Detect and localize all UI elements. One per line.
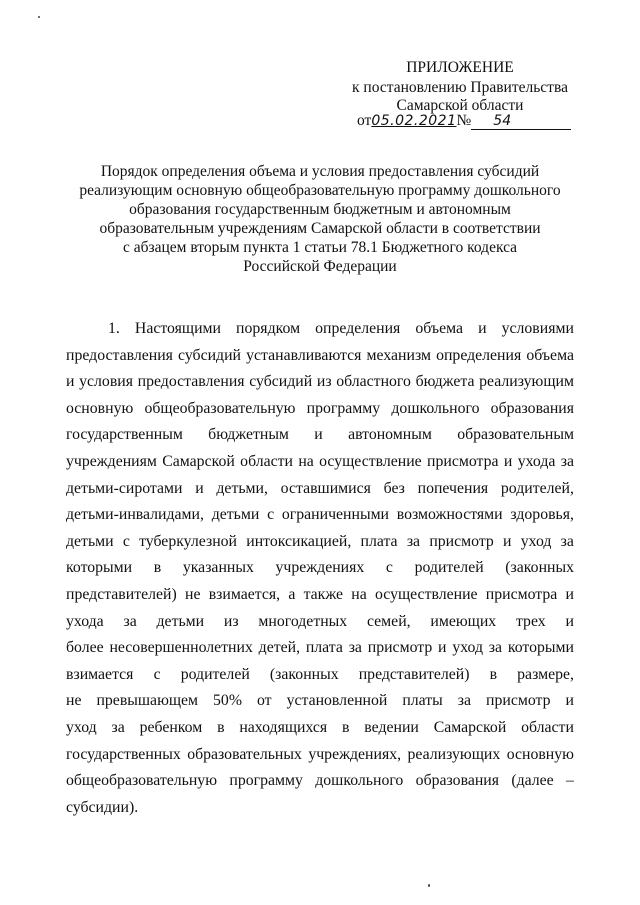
word: общеобразовательную bbox=[144, 399, 296, 417]
word: образования bbox=[415, 772, 499, 790]
word: присмотр bbox=[429, 532, 494, 550]
word: на bbox=[298, 452, 314, 470]
word: многодетных bbox=[258, 612, 348, 630]
word: из bbox=[316, 373, 332, 391]
word: условиями bbox=[501, 320, 574, 337]
word: более bbox=[66, 639, 104, 657]
word: размере, bbox=[517, 665, 574, 683]
word: оставшимися bbox=[280, 479, 371, 497]
word: детьми bbox=[211, 506, 260, 524]
word: государственным bbox=[66, 426, 183, 444]
appendix-line-1: к постановлению Правительства bbox=[352, 79, 568, 96]
body-line bbox=[66, 582, 574, 609]
word: с bbox=[267, 506, 275, 524]
word: детьми, bbox=[216, 479, 268, 497]
word: за bbox=[488, 639, 503, 657]
word: установленной bbox=[286, 692, 388, 710]
word: за bbox=[457, 692, 472, 710]
word: основную bbox=[66, 399, 134, 417]
word: указанных bbox=[182, 559, 254, 577]
word: родителей bbox=[180, 665, 250, 683]
body-line bbox=[66, 396, 574, 423]
word: и bbox=[478, 320, 487, 337]
word: (законных bbox=[269, 665, 339, 683]
word: присмотра bbox=[485, 585, 558, 603]
word: области bbox=[240, 452, 293, 470]
word: в bbox=[153, 559, 162, 577]
word: субсидий bbox=[178, 346, 241, 364]
body-line bbox=[66, 422, 574, 449]
date-number-line bbox=[357, 112, 571, 130]
word: определения bbox=[436, 346, 522, 364]
word: присмотр bbox=[367, 639, 433, 657]
word: предоставления bbox=[66, 346, 173, 364]
word: реализующих bbox=[407, 745, 501, 763]
body-line bbox=[66, 768, 574, 795]
word: также bbox=[303, 585, 344, 603]
word: за bbox=[123, 612, 137, 630]
body-line bbox=[66, 555, 574, 582]
word: ограниченными bbox=[281, 506, 390, 524]
word: из bbox=[223, 612, 239, 630]
body-line bbox=[66, 609, 574, 636]
body-line bbox=[66, 715, 574, 742]
word: находящихся bbox=[239, 718, 328, 736]
word: за bbox=[560, 532, 574, 550]
body-line bbox=[66, 343, 574, 370]
body-line bbox=[66, 316, 574, 343]
word: не bbox=[184, 585, 201, 603]
word: уход bbox=[452, 639, 483, 657]
word: и bbox=[503, 452, 513, 470]
word: объема bbox=[415, 320, 463, 337]
paragraph-1 bbox=[66, 316, 574, 821]
word: за bbox=[348, 639, 362, 657]
word: и bbox=[565, 585, 574, 603]
word: областного bbox=[336, 373, 411, 391]
word: превышающем bbox=[96, 692, 199, 710]
word: за bbox=[111, 718, 125, 736]
word: детьми bbox=[66, 532, 114, 550]
word: Настоящими bbox=[134, 320, 221, 337]
title-line: образовательным учреждениям Самарской области в соответствии bbox=[99, 220, 541, 237]
word: попечения bbox=[417, 479, 489, 497]
word: в bbox=[217, 718, 225, 736]
word: объема bbox=[526, 346, 574, 364]
word: автономным bbox=[348, 426, 432, 444]
word: от bbox=[256, 692, 272, 710]
title-line: образования государственным бюджетным и автономным bbox=[129, 201, 511, 218]
word: с bbox=[153, 665, 161, 683]
title-line: Порядок определения объема и условия предоставления субсидий bbox=[100, 163, 540, 180]
word: образовательным bbox=[457, 426, 574, 444]
body-line bbox=[66, 476, 574, 503]
word: не bbox=[66, 692, 82, 710]
body-line bbox=[66, 795, 574, 822]
word: (законных bbox=[505, 559, 574, 577]
word: взимается bbox=[66, 665, 134, 683]
word: (далее bbox=[511, 772, 554, 790]
word: без bbox=[383, 479, 405, 497]
word: осуществление bbox=[319, 452, 422, 470]
word: трех bbox=[515, 612, 546, 630]
word: плата bbox=[305, 639, 343, 657]
word: дошкольного bbox=[391, 399, 480, 417]
body-line bbox=[66, 635, 574, 662]
word: с bbox=[122, 532, 130, 550]
word: государственных bbox=[66, 745, 181, 763]
word: семей, bbox=[366, 612, 411, 630]
word: которыми bbox=[507, 639, 574, 657]
scan-speck bbox=[428, 884, 430, 887]
title-line: реализующим основную общеобразовательную программу дошкольного bbox=[79, 182, 561, 199]
word: осуществление bbox=[375, 585, 478, 603]
handwritten-date: 05.02.2021 bbox=[371, 113, 457, 129]
word: образовательных bbox=[187, 745, 302, 763]
word: детьми-инвалидами, bbox=[66, 506, 204, 524]
word: субсидии). bbox=[66, 798, 143, 816]
word: бюджета bbox=[415, 373, 475, 391]
date-prefix: от bbox=[357, 112, 372, 129]
word: устанавливаются bbox=[246, 346, 362, 364]
word: уход bbox=[66, 718, 97, 736]
word: туберкулезной bbox=[139, 532, 238, 550]
word: с bbox=[385, 559, 393, 577]
word: и bbox=[195, 479, 204, 497]
word: в bbox=[489, 665, 498, 683]
body-line bbox=[66, 688, 574, 715]
body-line bbox=[66, 529, 574, 556]
word: механизм bbox=[366, 346, 431, 364]
word: присмотра bbox=[427, 452, 499, 470]
handwritten-number: 54 bbox=[471, 113, 571, 130]
body-line bbox=[66, 502, 574, 529]
word: ведении bbox=[364, 718, 419, 736]
word: в bbox=[342, 718, 350, 736]
word: а bbox=[288, 585, 296, 603]
word: детьми-сиротами bbox=[66, 479, 183, 497]
word: условия bbox=[79, 373, 133, 391]
word: основную bbox=[506, 745, 574, 763]
word: детей, bbox=[258, 639, 301, 657]
word: уход bbox=[520, 532, 552, 550]
word: – bbox=[566, 772, 574, 790]
word: порядком bbox=[236, 320, 301, 337]
appendix-heading: ПРИЛОЖЕНИЕ bbox=[406, 59, 514, 76]
word: за bbox=[406, 532, 421, 550]
word: которыми bbox=[66, 559, 133, 577]
word: платы bbox=[402, 692, 443, 710]
word: программу bbox=[229, 772, 303, 790]
word: плата bbox=[360, 532, 398, 550]
word: интоксикацией, bbox=[246, 532, 352, 550]
body-line bbox=[66, 449, 574, 476]
word: родителей, bbox=[500, 479, 574, 497]
word: детьми bbox=[156, 612, 205, 630]
word: на bbox=[351, 585, 367, 603]
word: общеобразовательную bbox=[66, 772, 218, 790]
word: программу bbox=[306, 399, 381, 417]
word: образования bbox=[490, 399, 574, 417]
word: 50% bbox=[213, 692, 242, 710]
word: ухода bbox=[517, 452, 556, 470]
word: учреждениям bbox=[66, 452, 157, 470]
word: бюджетным bbox=[208, 426, 289, 444]
word: представителей) bbox=[358, 665, 470, 683]
word: здоровья, bbox=[510, 506, 574, 524]
word: родителей bbox=[414, 559, 484, 577]
word: предоставления bbox=[137, 373, 245, 391]
title-line: Российской Федерации bbox=[243, 258, 397, 275]
word: реализующим bbox=[479, 373, 574, 391]
word: ухода bbox=[66, 612, 104, 630]
title-line: с абзацем вторым пункта 1 статьи 78.1 Бюджетного кодекса bbox=[122, 239, 518, 256]
appendix-line-2: Самарской области bbox=[396, 97, 524, 114]
word: и bbox=[314, 426, 323, 444]
body-line bbox=[66, 662, 574, 689]
word: субсидий bbox=[249, 373, 313, 391]
word: и bbox=[438, 639, 447, 657]
word: области bbox=[521, 718, 574, 736]
word: 1. bbox=[108, 320, 120, 337]
word: присмотр bbox=[486, 692, 551, 710]
word: дошкольного bbox=[315, 772, 404, 790]
scan-speck bbox=[38, 16, 40, 18]
word: взимается, bbox=[208, 585, 281, 603]
word: и bbox=[503, 532, 512, 550]
word: имеющих bbox=[430, 612, 497, 630]
word: несовершеннолетних bbox=[109, 639, 253, 657]
word: учреждениях, bbox=[308, 745, 402, 763]
body-line bbox=[66, 742, 574, 769]
number-sign: № bbox=[456, 112, 472, 129]
word: учреждениях bbox=[275, 559, 365, 577]
word: представителей) bbox=[66, 585, 177, 603]
word: определения bbox=[315, 320, 401, 337]
body-line bbox=[66, 369, 574, 396]
document-title bbox=[60, 162, 580, 276]
word: Самарской bbox=[162, 452, 235, 470]
word: и bbox=[565, 612, 574, 630]
word: возможностями bbox=[396, 506, 503, 524]
word: ребенком bbox=[139, 718, 203, 736]
word: и bbox=[565, 692, 574, 710]
word: за bbox=[560, 452, 574, 470]
word: Самарской bbox=[433, 718, 507, 736]
word: и bbox=[66, 373, 75, 391]
